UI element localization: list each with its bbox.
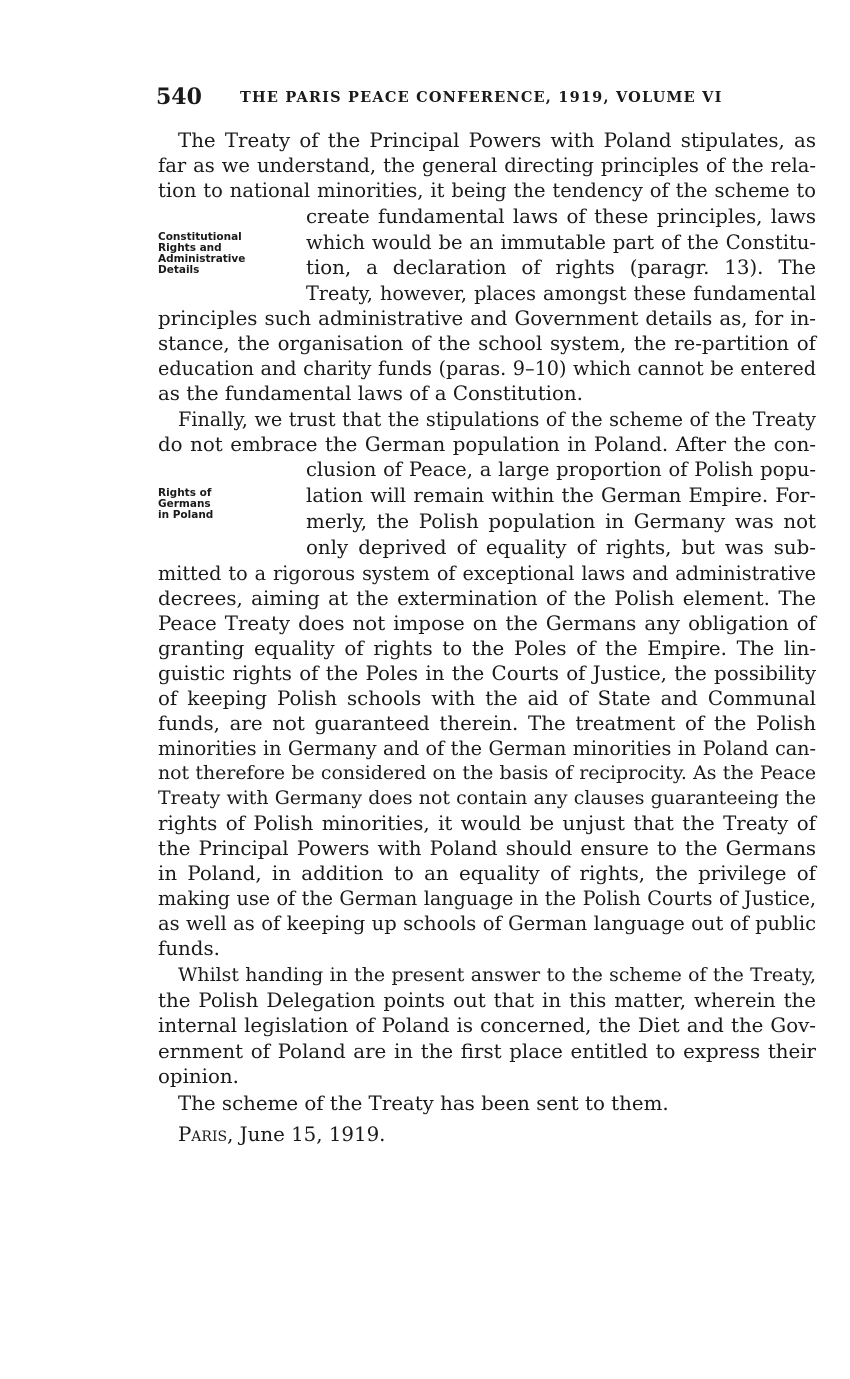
text-line: which would be an immutable part of the Constitu-	[306, 231, 816, 254]
text-line: minorities in Germany and of the German minorities in Poland can-	[158, 737, 816, 760]
text-line: of keeping Polish schools with the aid of State and Communal	[158, 687, 816, 710]
text-line: create fundamental laws of these principles, laws	[306, 205, 816, 228]
text-line: The scheme of the Treaty has been sent to them.	[178, 1092, 669, 1115]
text-line: stance, the organisation of the school system, the re-partition of	[158, 332, 816, 355]
text-line: Treaty with Germany does not contain any clauses guaranteeing the	[158, 787, 816, 809]
text-line: making use of the German language in the Polish Courts of Justice,	[158, 887, 816, 910]
text-line: education and charity funds (paras. 9–10) which cannot be entered	[158, 357, 816, 380]
text-line: guistic rights of the Poles in the Courts of Justice, the possibility	[158, 662, 816, 685]
running-title: THE PARIS PEACE CONFERENCE, 1919, VOLUME VI	[240, 89, 723, 106]
text-line: as the fundamental laws of a Constitution.	[158, 382, 583, 405]
page-header	[156, 84, 816, 114]
text-line: as well as of keeping up schools of German language out of public	[158, 912, 816, 935]
text-line: Finally, we trust that the stipulations of the scheme of the Treaty	[178, 408, 816, 431]
text-line: merly, the Polish population in Germany was not	[306, 510, 816, 533]
text-line: internal legislation of Poland is concerned, the Diet and the Gov-	[158, 1014, 816, 1037]
text-line: principles such administrative and Government details as, for in-	[158, 307, 816, 330]
text-line: the Polish Delegation points out that in this matter, wherein the	[158, 989, 816, 1012]
text-line: only deprived of equality of rights, but was sub-	[306, 536, 816, 559]
text-line: Whilst handing in the present answer to the scheme of the Treaty,	[178, 964, 816, 986]
text-line: funds, are not guaranteed therein. The treatment of the Polish	[158, 712, 816, 735]
text-line: decrees, aiming at the extermination of the Polish element. The	[158, 587, 816, 610]
text-line: The Treaty of the Principal Powers with Poland stipulates, as	[178, 129, 816, 152]
text-line: not therefore be considered on the basis of reciprocity. As the Peace	[158, 762, 816, 784]
text-line: Peace Treaty does not impose on the Germans any obligation of	[158, 612, 816, 635]
text-line: do not embrace the German population in Poland. After the con-	[158, 433, 816, 456]
text-line: far as we understand, the general directing principles of the rela-	[158, 154, 816, 177]
text-line: clusion of Peace, a large proportion of Polish popu-	[306, 458, 816, 481]
text-line: the Principal Powers with Poland should ensure to the Germans	[158, 837, 816, 860]
text-line: opinion.	[158, 1065, 239, 1088]
margin-note-germans-in-poland: Rights of Germans in Poland	[158, 487, 214, 521]
text-line: funds.	[158, 937, 220, 960]
text-line: tion to national minorities, it being the tendency of the scheme to	[158, 179, 816, 202]
text-line: mitted to a rigorous system of exceptional laws and administrative	[158, 562, 816, 585]
signoff-place: Paris	[178, 1123, 228, 1146]
text-line: in Poland, in addition to an equality of rights, the privilege of	[158, 862, 816, 885]
text-line: lation will remain within the German Empire. For-	[306, 484, 816, 507]
text-line: tion, a declaration of rights (paragr. 13). The	[306, 256, 816, 279]
page-number: 540	[156, 84, 202, 110]
text-line: Treaty, however, places amongst these fundamental	[306, 282, 816, 305]
signoff-place-date	[178, 1122, 816, 1147]
text-line: ernment of Poland are in the first place entitled to express their	[158, 1040, 816, 1063]
text-line: granting equality of rights to the Poles of the Empire. The lin-	[158, 637, 816, 660]
margin-note-constitutional-rights: Constitutional Rights and Administrative Details	[158, 231, 246, 276]
text-line: rights of Polish minorities, it would be unjust that the Treaty of	[158, 812, 816, 835]
signoff-date: , June 15, 1919.	[227, 1123, 386, 1146]
